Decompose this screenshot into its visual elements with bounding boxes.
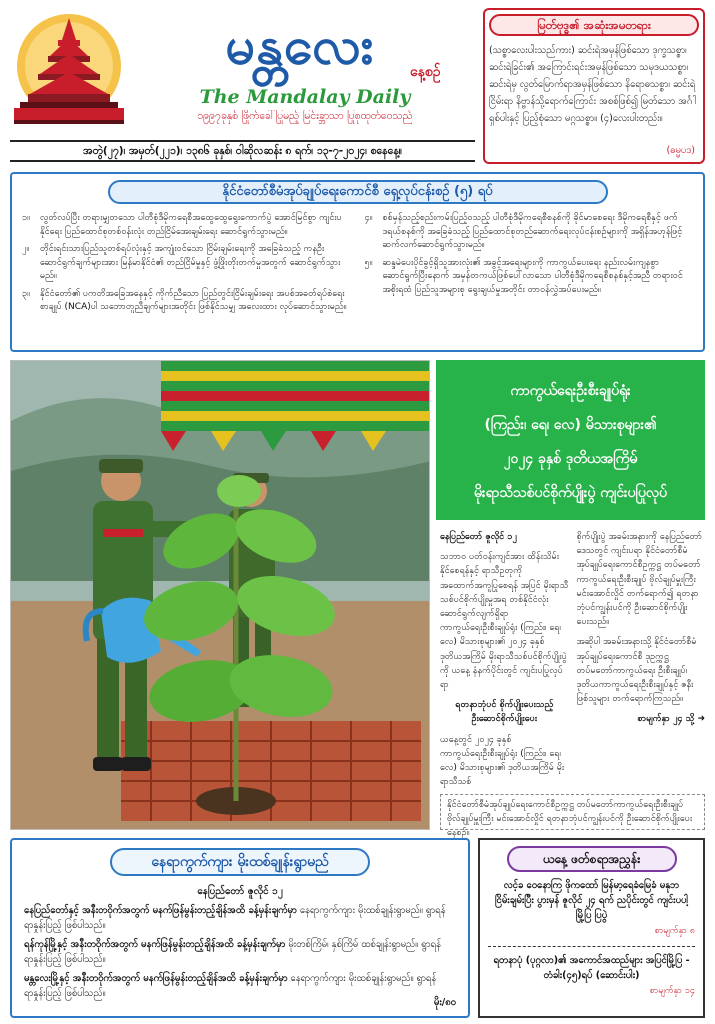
main-headline: [436, 360, 705, 520]
weather-forecast-yangon: [24, 937, 456, 967]
masthead-subtitle-mm: နေ့စဉ်: [410, 64, 441, 80]
photo-caption: နိုင်ငံတော်စီမံအုပ်ချုပ်ရေးကောင်စီဥက္ကဋ္ဌ တပ်မတော်ကာကွယ်ရေးဦးစီးချုပ် ဗိုလ်ချုပ်မှူးကြီး မင်းအောင်လှိုင် ရတနာဘုံပင်ကျွန်းပင်ကို ဦးဆောင်စိုက်ပျိုးပေးနေစဉ်။: [440, 794, 705, 830]
story-paragraph: အဆိုပါ အခမ်းအနားသို့ နိုင်ငံတော်စီမံအုပ်ချုပ်ရေးကောင်စီ ဒုဥက္ကဋ္ဌ တပ်မတော်ကာကွယ်ရေး ဦးစီးချုပ်၊ ဒုတိယကာကွယ်ရေးဦးစီးချုပ်နှင့် ဇနီးဖြစ်သူများ တက်ရောက်ကြသည်။: [576, 637, 697, 705]
contents-item[interactable]: ရတနာပုံ (ပုဂ္ဂလာ)၏ အကောင်အထည်များ အပြင်မြို့ပြ - တံခါး(၄၅)ရပ် (ဆောင်းပါး): [493, 955, 690, 981]
contents-page-ref[interactable]: စာမျက်နှာ ၁၄: [649, 986, 695, 996]
objectives-title: မြတ်ဗုဒ္ဓ၏ အဆုံးအမတရား: [489, 14, 699, 36]
weather-forecast-naypyitaw: [24, 903, 456, 933]
weather-forecast-text: မိုးတစ်ကြိမ်၊ နှစ်ကြိမ် ထစ်ချုန်းရွာမည်။ ရွာရန်ရာနှုန်းပြည့် ဖြစ်ပါသည်။: [24, 939, 441, 965]
policy-title: နိုင်ငံတော်စီမံအုပ်ချုပ်ရေးကောင်စီ ရှေ့လုပ်ငန်းစဉ် (၅) ရပ်: [108, 180, 608, 204]
contents-item[interactable]: လင့်ခ ဝေနောကြ ဖိုကထော် မြန်မာ့ရေခံမြေခံ မနုဘ ငြိမ်းချမ်းပြီး ပွားမှန် ဇူလိုင် ၂၄ ရက် ညပိုင်းတွင် ကျင်းပပါ့ မြို့ပြ ပြပွဲ: [494, 880, 689, 921]
masthead: [10, 6, 475, 134]
story-paragraph: ယနေ့တွင် ၂၀၂၄ ခုနှစ်ကာကွယ်ရေးဦးစီးချုပ်ရုံး (ကြည်း၊ ရေ၊ လေ) မိသားစုများ၏ ဒုတိယအကြိမ် မိုးရာသီသစ်: [440, 734, 565, 788]
policy-item: [365, 212, 694, 253]
weather-forecast-text: နေရာကွက်ကျား မိုးထစ်ချုန်းရွာမည်။ ရွာရန်ရာနှုန်းပြည့် ဖြစ်ပါသည်။: [24, 973, 437, 999]
headline-line: ၂၀၂၄ ခုနှစ် ဒုတိယအကြိမ်: [503, 451, 638, 467]
policy-column-right: [365, 212, 694, 319]
policy-item-text: စစ်မှန်သည့်စည်းကမ်းပြည့်ဝသည့် ပါတီစုံဒီမိုကရေစီစနစ်ကို ခိုင်မာစေရေး ဒီမိုကရေစီနှင့် ဖက်ဒရယ်စနစ်ကို အခြေခံသည့် ပြည်ထောင်စုတည်ဆောက်ရေးလုပ်ငန်းစဉ်များကို အရှိန်အဟုန်ဖြင့် ဆက်လက်ဆောင်ရွက်သွားမည်။: [382, 213, 683, 250]
objectives-box: [483, 8, 705, 164]
masthead-title-en: The Mandalay Daily: [199, 86, 411, 108]
objectives-source: (ဓမ္မပဒ): [666, 145, 695, 156]
policy-item: [365, 257, 694, 298]
tree-planting-photo: [10, 360, 430, 830]
contents-divider: [488, 946, 695, 947]
story-column-right: [577, 530, 706, 788]
story-subhead: ရတနာဘုံပင် စိုက်ပျိုးပေးသည့် ဦးဆောင်စိုက်ပျိုးပေး: [455, 700, 554, 725]
policy-item-number: ၃။: [22, 288, 30, 299]
policy-item: [22, 212, 351, 239]
contents-box: [478, 838, 705, 1018]
policy-item-number: ၁။: [22, 213, 30, 223]
weather-dateline: နေပြည်တော် ဇူလိုင် ၁၂: [197, 886, 283, 897]
weather-code: မိုး/၈၀: [433, 997, 456, 1008]
story-continued-link[interactable]: စာမျက်နှာ ၂၄ သို့ ➜: [637, 714, 705, 725]
story-column-left: [440, 530, 569, 788]
policy-item-number: ၅။: [364, 257, 373, 268]
policy-item-text: ဆန္ဒမဲပေးပိုင်ခွင့်ရှိသူအားလုံး၏ အခွင့်အရေးများကို ကာကွယ်ပေးရေး နည်းလမ်းကျနစွာ ဆောင်ရွက်ပြီးနောက် အမှန်တကယ်ဖြစ်ပေါ်လာသော ပါတီစုံဒီမိုကရေစီစနစ်နှင့်အညီ တရားဝင်အစိုးရထံ ပြည်သူအများစု ရွေးချယ်မှုအတိုင်း တာဝန်လွှဲအပ်ပေးမည်။: [382, 257, 683, 295]
policy-item-text: လွတ်လပ်ပြီး တရားမျှတသော ပါတီစုံဒီမိုကရေစီအထွေထွေရွေးကောက်ပွဲ အောင်မြင်စွာ ကျင်းပနိုင်ရေး ပြည်ထောင်စုတစ်ဝန်းလုံး တည်ငြိမ်အေးချမ်းရေး ဆောင်ရွက်သွားမည်။: [40, 213, 342, 237]
policy-item-text: တိုင်းရင်းသားပြည်သူတစ်ရပ်လုံးနှင့် အကျုံးဝင်သော ငြိမ်းချမ်းရေးကို အခြေခံသည့် ကနဦးဆောင်ရွက်ချက်များအား မြန်မာနိုင်ငံ၏ တည်ငြိမ်မှုနှင့် ဖွံ့ဖြိုးတိုးတက်မှုအတွက် ဆောင်ရွက်သွားမည်။: [40, 244, 341, 281]
headline-line: ကာကွယ်ရေးဦးစီးချုပ်ရုံး: [510, 383, 631, 399]
palace-emblem-icon: [10, 10, 128, 128]
weather-title: နေရာကွက်ကျား မိုးထစ်ချုန်းရွာမည်: [110, 848, 370, 876]
weather-region-label: ရန်ကုန်မြို့နှင့် အနီးတဝိုက်အတွက် မနက်ဖြန်မွန်းတည့်ချိန်အထိ ခန့်မှန်းချက်မှာ: [24, 939, 286, 950]
weather-forecast-text: နေရာကွက်ကျား မိုးထစ်ချုန်းရွာမည်။ ရွာရန်ရာနှုန်းပြည့် ဖြစ်ပါသည်။: [24, 905, 446, 931]
policy-item-number: ၄။: [364, 213, 373, 223]
story-paragraph: စိုက်ပျိုးပွဲ အခမ်းအနားကို နေပြည်တော်ဒေသတွင် ကျင်းပရာ နိုင်ငံတော်စီမံအုပ်ချုပ်ရေးကောင်စီဥက္ကဋ္ဌ တပ်မတော်ကာကွယ်ရေးဦးစီးချုပ် ဗိုလ်ချုပ်မှူးကြီး မင်းအောင်လှိုင် တက်ရောက်၍ ရတနာ ဘုံပင်ကျွန်းပင်ကို ဦးဆောင်စိုက်ပျိုးပေးသည်။: [576, 532, 703, 628]
contents-page-ref[interactable]: စာမျက်နှာ ၈: [654, 926, 695, 936]
policy-item: [22, 288, 351, 315]
weather-region-label: နေပြည်တော်နှင့် အနီးတဝိုက်အတွက် မနက်ဖြန်မွန်းတည့်ချိန်အထိ ခန့်မှန်းချက်မှာ: [24, 905, 297, 916]
weather-forecast-mandalay: [24, 971, 456, 1001]
masthead-title-mm: မန္တလေး: [225, 15, 375, 76]
headline-line: (ကြည်း၊ ရေ၊ လေ) မိသားစုများ၏: [484, 417, 657, 433]
main-story: [440, 530, 705, 788]
policy-item-number: ၂။: [22, 244, 30, 254]
objectives-body: (သစ္စာလေးပါးသည်ကား) ဆင်းရဲအမှန်ဖြစ်သော ဒုက္ခသစ္စာ၊ ဆင်းရဲခြင်း၏ အကြောင်းရင်းအမှန်ဖြစ်သော သမုဒယသစ္စာ၊ ဆင်းရဲမှ လွတ်မြောက်ရာအမှန်ဖြစ်သော နိရောဓသစ္စာ၊ ဆင်းရဲငြိမ်းရာ နိဗ္ဗာန်သို့ရောက်ကြောင်း အစစ်ဖြစ်၍ မြတ်သော အင်္ဂါရှစ်ပါးနှင့် ပြည့်စုံသော မဂ္ဂသစ္စာ။ (၄)လေးပါးတည်း။: [489, 45, 697, 124]
policy-column-left: [22, 212, 351, 319]
weather-region-label: မန္တလေးမြို့နှင့် အနီးတဝိုက်အတွက် မနက်ဖြန်မွန်းတည့်ချိန်အထိ ခန့်မှန်းချက်မှာ: [24, 973, 288, 984]
story-paragraph: သဘာဝ ပတ်ဝန်းကျင်အား ထိန်းသိမ်းနိုင်စေရန်နှင့် ရာသီဥတုကို အထောက်အကူပြုစေရန် အပြင် မိုးရာသီသစ်ပင်စိုက်ပျိုးမှုအရ တစ်နိုင်ငံလုံး ဆောင်ရွက်လျက်ရှိရာ ကာကွယ်ရေးဦးစီးချုပ်ရုံး (ကြည်း၊ ရေ၊ လေ) မိသားစုများ၏ ၂၀၂၄ ခုနှစ် ဒုတိယအကြိမ် မိုးရာသီသစ်ပင်စိုက်ပျိုးပွဲကို ယနေ့ နံနက်ပိုင်းတွင် ကျင်းပပြုလုပ်ရာ: [440, 552, 569, 691]
policy-box: [10, 172, 705, 352]
issue-dateline: အတွဲ(၂၇)၊ အမှတ်(၂၂၁)၊ ၁၃၈၆ ခုနှစ်၊ ဝါဆိုလဆန်း ၈ ရက်၊ ၁၃-၇-၂၀၂၄၊ စနေနေ့။: [10, 140, 475, 162]
masthead-tagline: ၁၉၉၇ခုနှစ် ဖြိုက်ခေါ်ပြုမည့် မြင်းခ္ဘာသာ ပြုစုထုတ်ဝေသည်: [197, 110, 413, 122]
headline-line: မိုးရာသီသစ်ပင်စိုက်ပျိုးပွဲ ကျင်းပပြုလုပ်: [474, 485, 667, 501]
story-dateline: နေပြည်တော် ဇူလိုင် ၁၂: [440, 532, 517, 542]
contents-title: ယနေ့ ဖတ်စရာအညွှန်း: [507, 846, 677, 872]
policy-item-text: နိုင်ငံတော်၏ ပကတိအခြေအနေနှင့် ကိုက်ညီသော ပြည်တွင်းငြိမ်းချမ်းရေး အပစ်အခတ်ရပ်စဲရေးစာချုပ် (NCA)ပါ သဘောတူညီချက်များအတိုင်း ဖြစ်နိုင်သမျှ အလေးထား လုပ်ဆောင်သွားမည်။: [40, 288, 347, 312]
weather-box: [10, 838, 470, 1018]
policy-item: [22, 243, 351, 284]
